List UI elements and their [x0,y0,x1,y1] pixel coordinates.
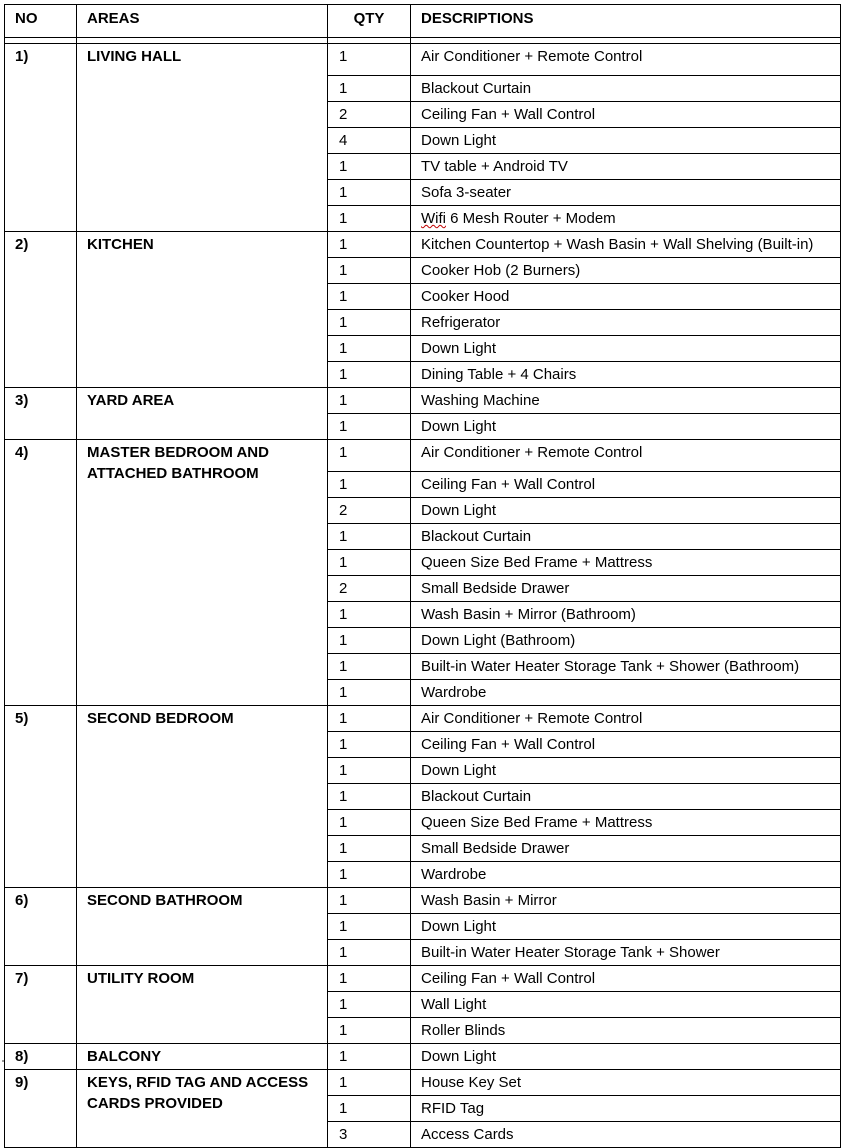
item-qty: 1 [328,1070,411,1096]
item-qty: 1 [328,654,411,680]
item-qty: 1 [328,524,411,550]
area-number: 2) [5,232,77,388]
item-qty: 2 [328,576,411,602]
item-description: Cooker Hob (2 Burners) [411,258,841,284]
table-row [5,44,841,76]
item-description: Down Light [411,1044,841,1070]
item-qty: 1 [328,810,411,836]
item-qty: 1 [328,362,411,388]
item-description: Air Conditioner + Remote Control [411,440,841,472]
item-qty: 1 [328,76,411,102]
item-qty: 1 [328,232,411,258]
item-qty: 2 [328,498,411,524]
area-name: KEYS, RFID TAG AND ACCESS CARDS PROVIDED [77,1070,328,1148]
table-row [5,440,841,472]
item-qty: 2 [328,102,411,128]
item-qty: 1 [328,310,411,336]
area-number: 6) [5,888,77,966]
item-description: Down Light [411,498,841,524]
item-description: Dining Table + 4 Chairs [411,362,841,388]
item-qty: 1 [328,602,411,628]
item-description: Queen Size Bed Frame + Mattress [411,810,841,836]
item-qty: 1 [328,388,411,414]
item-description: Ceiling Fan + Wall Control [411,472,841,498]
header-descriptions: DESCRIPTIONS [411,5,841,38]
item-description: Queen Size Bed Frame + Mattress [411,550,841,576]
item-qty: 3 [328,1122,411,1148]
item-description: Blackout Curtain [411,784,841,810]
page-mark [2,1060,4,1062]
area-name: MASTER BEDROOM AND ATTACHED BATHROOM [77,440,328,706]
item-qty: 1 [328,258,411,284]
area-number: 5) [5,706,77,888]
item-qty: 1 [328,1096,411,1122]
item-description: Wash Basin + Mirror (Bathroom) [411,602,841,628]
table-row [5,232,841,258]
area-name: YARD AREA [77,388,328,440]
item-description: Wifi 6 Mesh Router + Modem [411,206,841,232]
spellcheck-word: Wifi [421,210,446,227]
item-description: Small Bedside Drawer [411,836,841,862]
area-number: 3) [5,388,77,440]
area-number: 4) [5,440,77,706]
table-row [5,388,841,414]
area-number: 1) [5,44,77,232]
item-description: Ceiling Fan + Wall Control [411,102,841,128]
area-number: 9) [5,1070,77,1148]
area-name: SECOND BATHROOM [77,888,328,966]
area-name: SECOND BEDROOM [77,706,328,888]
item-description: TV table + Android TV [411,154,841,180]
header-areas: AREAS [77,5,328,38]
item-qty: 1 [328,1044,411,1070]
item-description: Down Light [411,414,841,440]
item-qty: 1 [328,180,411,206]
area-name: KITCHEN [77,232,328,388]
header-qty: QTY [328,5,411,38]
area-name: BALCONY [77,1044,328,1070]
area-number: 8) [5,1044,77,1070]
item-description: Washing Machine [411,388,841,414]
area-number: 7) [5,966,77,1044]
item-description: Wall Light [411,992,841,1018]
item-qty: 1 [328,732,411,758]
item-description: Roller Blinds [411,1018,841,1044]
item-qty: 1 [328,44,411,76]
item-qty: 1 [328,992,411,1018]
item-qty: 1 [328,550,411,576]
item-qty: 1 [328,628,411,654]
item-description: Down Light [411,758,841,784]
item-qty: 1 [328,758,411,784]
item-qty: 1 [328,154,411,180]
item-description: Air Conditioner + Remote Control [411,44,841,76]
table-row [5,966,841,992]
item-qty: 1 [328,1018,411,1044]
item-description: Cooker Hood [411,284,841,310]
item-qty: 1 [328,888,411,914]
header-no: NO [5,5,77,38]
header-row [5,5,841,38]
item-description: Small Bedside Drawer [411,576,841,602]
area-name: LIVING HALL [77,44,328,232]
table-row [5,888,841,914]
item-qty: 1 [328,472,411,498]
item-description: Down Light [411,914,841,940]
item-description: Wash Basin + Mirror [411,888,841,914]
item-description: Down Light [411,336,841,362]
table-row [5,706,841,732]
item-description: Blackout Curtain [411,524,841,550]
item-qty: 1 [328,914,411,940]
item-qty: 1 [328,680,411,706]
item-description: Down Light (Bathroom) [411,628,841,654]
item-qty: 1 [328,706,411,732]
item-description: Blackout Curtain [411,76,841,102]
item-description: Built-in Water Heater Storage Tank + Shower [411,940,841,966]
item-qty: 1 [328,414,411,440]
item-qty: 1 [328,966,411,992]
item-description: Ceiling Fan + Wall Control [411,966,841,992]
item-qty: 1 [328,784,411,810]
item-qty: 1 [328,440,411,472]
area-name: UTILITY ROOM [77,966,328,1044]
item-qty: 1 [328,206,411,232]
item-description: Refrigerator [411,310,841,336]
table-row [5,1070,841,1096]
item-qty: 1 [328,284,411,310]
item-description: RFID Tag [411,1096,841,1122]
item-description: Kitchen Countertop + Wash Basin + Wall Shelving (Built-in) [411,232,841,258]
item-description: Wardrobe [411,862,841,888]
table-body [5,38,841,1148]
item-description: Wardrobe [411,680,841,706]
item-description: Sofa 3-seater [411,180,841,206]
item-qty: 1 [328,940,411,966]
item-description: House Key Set [411,1070,841,1096]
item-description: Ceiling Fan + Wall Control [411,732,841,758]
item-qty: 1 [328,336,411,362]
inventory-table [4,4,841,1148]
item-description: Air Conditioner + Remote Control [411,706,841,732]
item-description: Down Light [411,128,841,154]
item-qty: 4 [328,128,411,154]
item-qty: 1 [328,836,411,862]
item-qty: 1 [328,862,411,888]
item-description: Built-in Water Heater Storage Tank + Shower (Bathroom) [411,654,841,680]
item-description: Access Cards [411,1122,841,1148]
